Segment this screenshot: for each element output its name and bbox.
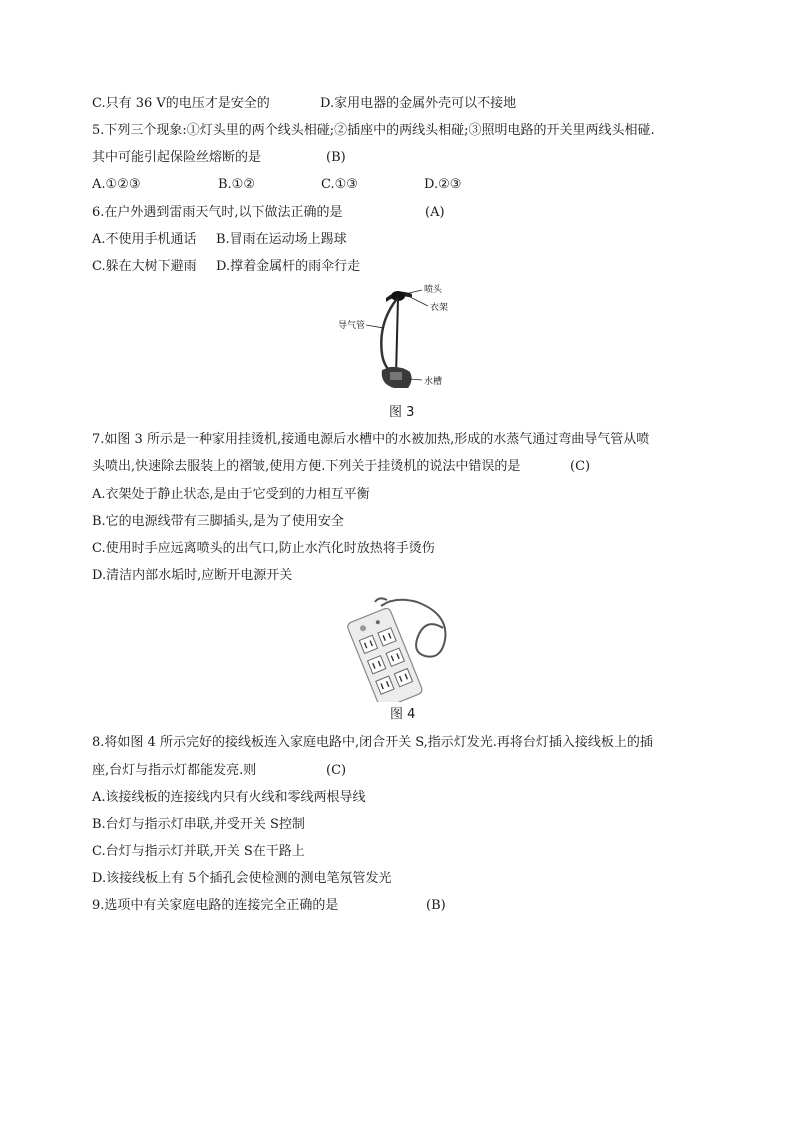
q5-option-d: D.②③ [424,177,462,192]
label-hanger: 衣架 [430,303,449,313]
q4-option-d: D.家用电器的金属外壳可以不接地 [320,96,517,111]
tank-window [390,372,402,380]
leader-pipe [366,325,384,328]
leader-tank [410,379,422,380]
q8-answer: (C) [326,763,347,778]
q5-option-a: A.①②③ [92,177,141,192]
q5-stem-line2: 其中可能引起保险丝熔断的是 [92,150,262,165]
q7-stem-line2: 头喷出,快速除去服装上的褶皱,使用方便.下列关于挂烫机的说法中错误的是 [92,459,521,474]
q6-option-c: C.躲在大树下避雨 [92,259,197,274]
label-pipe: 导气管 [338,321,366,331]
q5-answer: (B) [326,150,346,165]
q6-option-a: A.不使用手机通话 [92,232,197,247]
q5-option-b: B.①② [218,177,255,192]
figure3-caption: 图 3 [389,405,415,420]
q9-answer: (B) [426,898,446,913]
garment-steamer-figure [338,284,478,394]
q7-stem-line1: 7.如图 3 所示是一种家用挂烫机,接通电源后水槽中的水被加热,形成的水蒸气通过弯曲导气管从喷 [92,432,650,447]
q7-option-b: B.它的电源线带有三脚插头,是为了使用安全 [92,514,344,529]
q5-option-c: C.①③ [321,177,358,192]
support-pole [396,298,398,376]
q7-answer: (C) [570,459,591,474]
q8-stem-line2: 座,台灯与指示灯都能发亮.则 [92,763,257,778]
q7-option-c: C.使用时手应远离喷头的出气口,防止水汽化时放热将手烫伤 [92,541,435,556]
steam-hose [381,300,396,374]
leader-nozzle [405,290,422,294]
leader-hanger [412,298,428,306]
q6-option-b: B.冒雨在运动场上踢球 [216,232,347,247]
label-tank: 水槽 [424,377,443,387]
figure4-caption: 图 4 [390,707,416,722]
q8-option-a: A.该接线板的连接线内只有火线和零线两根导线 [92,790,366,805]
q8-option-d: D.该接线板上有 5个插孔会使检测的测电笔氖管发光 [92,871,392,886]
label-nozzle: 喷头 [424,285,443,295]
q6-answer: (A) [425,205,445,220]
q6-stem: 6.在户外遇到雷雨天气时,以下做法正确的是 [92,205,343,220]
q4-option-c: C.只有 36 V的电压才是安全的 [92,96,270,111]
q6-option-d: D.撑着金属杆的雨伞行走 [216,259,361,274]
q8-option-c: C.台灯与指示灯并联,开关 S在干路上 [92,844,305,859]
q7-option-a: A.衣架处于静止状态,是由于它受到的力相互平衡 [92,487,370,502]
power-strip-figure [345,594,460,702]
q7-option-d: D.清洁内部水垢时,应断开电源开关 [92,568,293,583]
q5-stem-line1: 5.下列三个现象:①灯头里的两个线头相碰;②插座中的两线头相碰;③照明电路的开关里两线头相碰. [92,123,655,138]
q8-option-b: B.台灯与指示灯串联,并受开关 S控制 [92,817,305,832]
q8-stem-line1: 8.将如图 4 所示完好的接线板连入家庭电路中,闭合开关 S,指示灯发光.再将台灯插入接线板上的插 [92,735,653,750]
q9-stem: 9.选项中有关家庭电路的连接完全正确的是 [92,898,339,913]
